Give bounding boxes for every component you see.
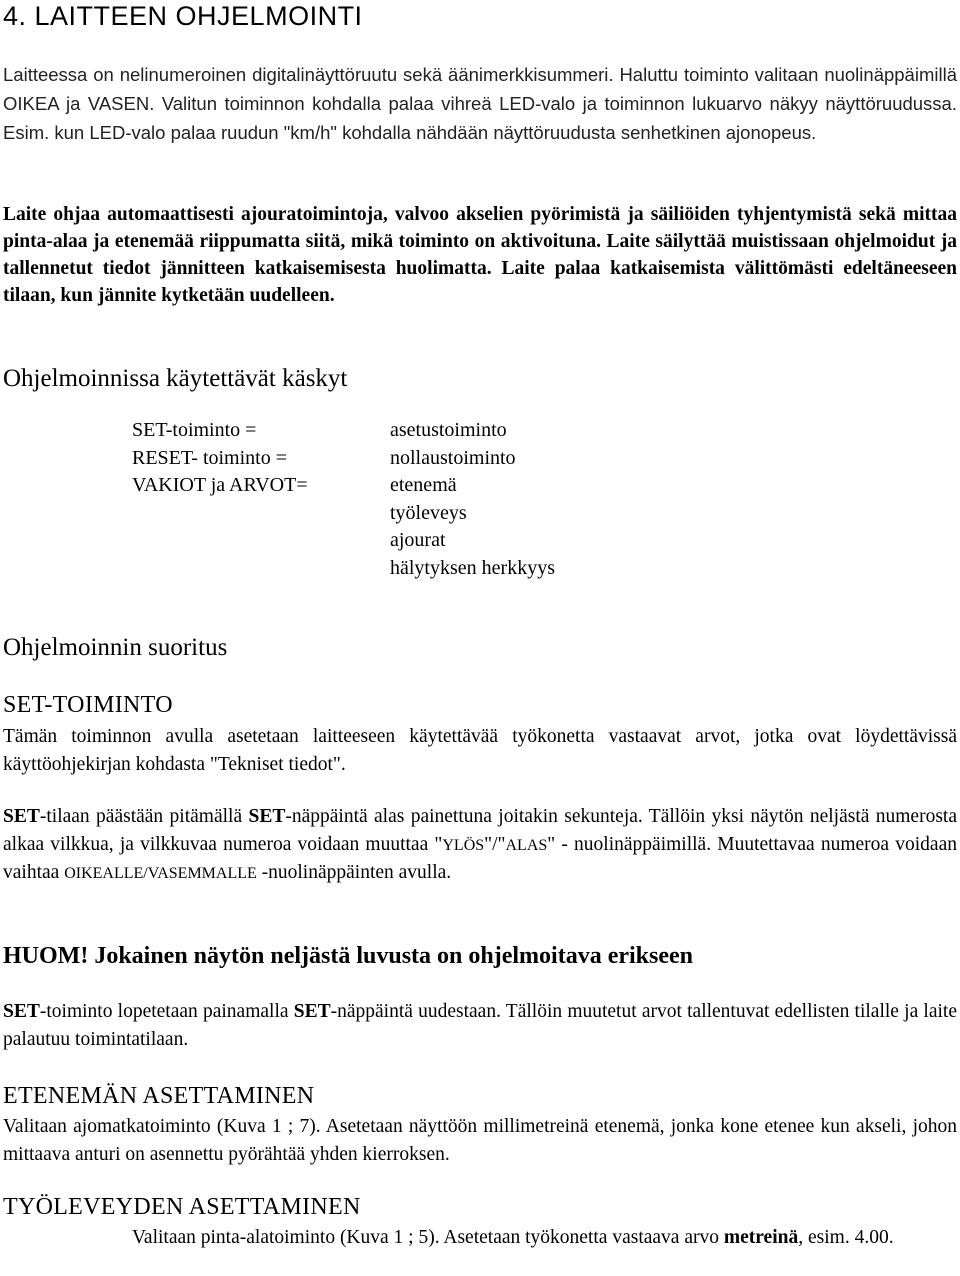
note-heading: HUOM! Jokainen näytön neljästä luvusta on ohjelmoitava erikseen — [3, 943, 694, 969]
down-key-label: ALAS — [505, 836, 548, 854]
command-list-left — [132, 417, 308, 500]
text-run: -näppäintä uudestaan. Tällöin muutetut arvot tallentuvat edellisten tilalle ja laite palautuu toimintatilaan. — [3, 1001, 957, 1050]
section-heading: 4. LAITTEEN OHJELMOINTI — [3, 1, 363, 31]
width-section-title: TYÖLEVEYDEN ASETTAMINEN — [3, 1194, 361, 1220]
commands-title: Ohjelmoinnissa käytettävät käskyt — [3, 365, 348, 392]
text-run: , esim. 4.00. — [798, 1227, 894, 1248]
set-keyword: SET — [3, 1001, 40, 1022]
text-run: -tilaan päästään pitämällä — [39, 806, 249, 827]
up-key-label: YLÖS — [442, 836, 485, 854]
set-section-title: SET-TOIMINTO — [3, 692, 173, 718]
set-keyword: SET — [3, 806, 40, 827]
set-keyword: SET — [248, 806, 286, 827]
set-paragraph-3 — [3, 998, 957, 1053]
command-label: VAKIOT ja ARVOT= — [132, 474, 308, 496]
text-run: -näppäintä alas painettuna joitakin sekunteja. Tällöin yksi näytön neljästä numerosta alkaa vilkkua, ja vilkkuvaa numeroa voidaan muuttaa " — [3, 806, 957, 855]
text-run: "/" — [484, 833, 506, 855]
command-list-right — [390, 417, 555, 582]
unit-emphasis: metreinä — [723, 1227, 799, 1248]
command-label: RESET- toiminto = — [132, 446, 287, 469]
command-meaning: työleveys — [390, 501, 467, 524]
text-run: -toiminto lopetetaan painamalla — [39, 1001, 294, 1022]
execution-title: Ohjelmoinnin suoritus — [3, 634, 228, 661]
command-meaning: hälytyksen herkkyys — [390, 556, 555, 579]
command-meaning: nollaustoiminto — [390, 446, 516, 469]
set-paragraph-2 — [3, 803, 957, 888]
text-run: " - nuolinäppäimillä. Muutettavaa numeroa voidaan vaihtaa — [3, 833, 957, 883]
command-meaning: etenemä — [390, 474, 457, 496]
command-meaning: asetustoiminto — [390, 419, 507, 441]
width-paragraph — [132, 1224, 957, 1252]
intro-paragraph: Laitteessa on nelinumeroinen digitalinäyttöruutu sekä äänimerkkisummeri. Haluttu toiminto valitaan nuolinäppäimillä OIKEA ja VASEN. Valitun toiminnon kohdalla palaa vihreä LED-valo ja toiminnon lukuarvo näkyy näyttöruudussa. Esim. kun LED-valo palaa ruudun "km/h" kohdalla nähdään näyttöruudusta senhetkinen ajonopeus. — [3, 64, 957, 143]
right-left-key-label: OIKEALLE/VASEMMALLE — [64, 865, 257, 882]
command-label: SET-toiminto = — [132, 419, 257, 441]
set-keyword: SET — [293, 1001, 331, 1022]
text-run: Valitaan pinta-alatoiminto (Kuva 1 ; 5). Asetetaan työkonetta vastaava arvo — [132, 1227, 724, 1248]
set-paragraph-1: Tämän toiminnon avulla asetetaan laitteeseen käytettävää työkonetta vastaavat arvot, jotka ovat löydettävissä käyttöohjekirjan kohdasta "Tekniset tiedot". — [3, 726, 957, 775]
progress-paragraph: Valitaan ajomatkatoiminto (Kuva 1 ; 7). Asetetaan näyttöön millimetreinä etenemä, jonka kone etenee kun akseli, johon mittaava anturi on asennettu pyörähtää yhden kierroksen. — [3, 1116, 957, 1165]
command-meaning: ajourat — [390, 529, 446, 551]
bold-paragraph: Laite ohjaa automaattisesti ajouratoimintoja, valvoo akselien pyörimistä ja säiliöiden tyhjentymistä sekä mittaa pinta-alaa ja etenemää riippumatta siitä, mikä toiminto on aktivoituna. Laite säilyttää muistissaan ohjelmoidut ja tallennetut tiedot jännitteen katkaisemisesta huolimatta. Laite palaa katkaisemista välittömästi edeltäneeseen tilaan, kun jännite kytketään uudelleen. — [3, 204, 957, 306]
text-run: -nuolinäppäinten avulla. — [256, 862, 452, 883]
progress-section-title: ETENEMÄN ASETTAMINEN — [3, 1083, 315, 1109]
